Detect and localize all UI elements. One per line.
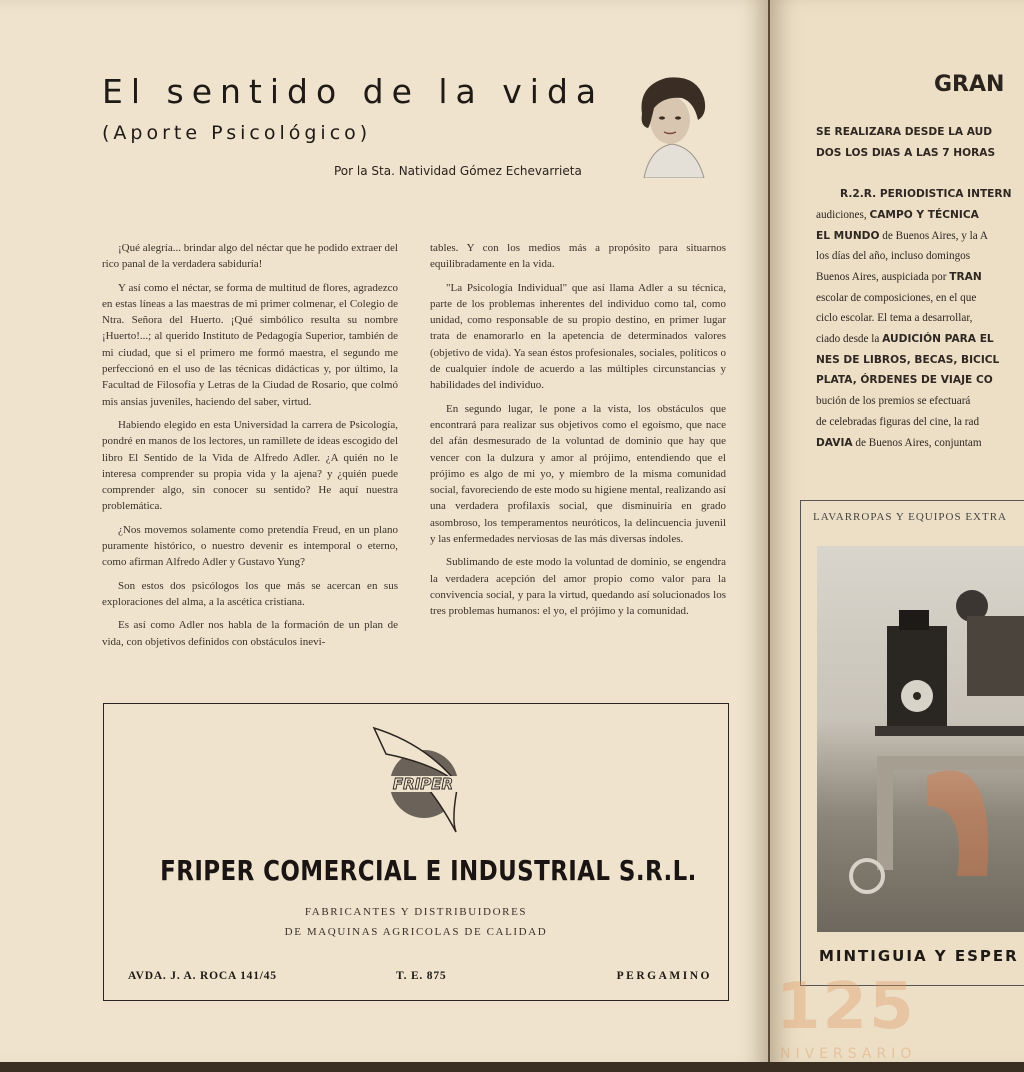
right-text-line: ciclo escolar. El tema a desarrollar, [816,312,973,325]
right-text-line: Buenos Aires, auspiciada por TRAN [816,270,982,283]
paragraph: ¿Nos movemos solamente como pretendía Freud, en un plano puramente histórico, o nuestro devenir es intemporal o eterno, como afirman Alfredo Adler y Gustavo Yung? [102,523,398,569]
logo-text: FRIPER [392,775,454,793]
ad-header: LAVARROPAS Y EQUIPOS EXTRA [813,511,1007,523]
paragraph: tables. Y con los medios más a propósito para situarnos equilibradamente en la vida. [430,242,726,271]
author-portrait [624,68,720,178]
paragraph: Y así como el néctar, se forma de multitud de flores, agradezco en estas líneas a las maestras de mi primer colmenar, el Colegio de Ntra. Señora del Huerto. ¡Qué simbólico resulta su nombre ¡Huerto!...; al querido Instituto de Pedagogía Superior, también de mi ciudad, que si el primero me formó maestra, el segundo me perfeccionó en el uso de las técnicas didácticas y, por último, la Facultad de Filosofía y Letras de la Ciudad de Rosario, que colmó mis ansias juveniles, haciendo del saber, virtud. [102,281,398,408]
right-text-line: ciado desde la AUDICIÓN PARA EL [816,333,994,346]
article-title: El sentido de la vida [102,72,605,111]
right-text-line: escolar de composiciones, en el que [816,291,977,304]
company-tagline-2: DE MAQUINAS AGRICOLAS DE CALIDAD [284,926,548,938]
company-address: AVDA. J. A. ROCA 141/45 [128,970,277,982]
right-page-text [816,122,1024,453]
anniversary-watermark-text: NIVERSARIO [780,1046,917,1062]
paragraph: En segundo lugar, le pone a la vista, los obstáculos que encontrará para realizar sus objetivos como el egoísmo, que nace del afán desmesurado de la voluntad de dominio que hay que vencer con la dulzura y amor al prójimo, entendiendo que el prójimo es algo de mi yo, y miembro de la misma comunidad social, favoreciendo de este modo su higiene mental, realizando así una verdadera profilaxis social, que disminuiría en grado asombroso, los temperamentos neuróticos, la delincuencia juvenil y las enfermedades nerviosas de las más diversas índoles. [430,402,726,546]
right-text-line: SE REALIZARA DESDE LA AUD [816,126,993,138]
right-text-line: EL MUNDO de Buenos Aires, y la A [816,229,988,242]
page-bottom-edge [0,1062,1024,1072]
friper-advertisement [103,703,729,1001]
article-byline: Por la Sta. Natividad Gómez Echevarrieta [334,164,582,178]
friper-logo-icon [366,724,476,834]
paragraph: ¡Qué alegría... brindar algo del néctar que he podido extraer del rico panal de la verdadera sabiduría! [102,242,398,271]
paragraph: Sublimando de este modo la voluntad de dominio, se engendra la verdadera acepción del amor propio como valor para la convivencia social, y para la virtud, quedando así solucionados los tres problemas humanos: el yo, el prójimo y la comunidad. [430,556,726,618]
anniversary-watermark-number: 125 [776,970,916,1044]
article-column-1 [102,240,398,657]
company-tagline-1: FABRICANTES Y DISTRIBUIDORES [304,906,528,918]
company-phone: T. E. 875 [396,970,447,982]
paragraph: Es así como Adler nos habla de la formación de un plan de vida, con objetivos definidos con obstáculos inevi- [102,619,398,648]
right-page-title: GRAN [934,72,1005,97]
paragraph: "La Psicología Individual" que así llama Adler a su técnica, parte de los problemas inherentes del individuo como tal, como unidad, como responsable de su propio destino, en primer lugar trata de enamorarlo en la apetencia de determinados valores (objetivo de vida). Ya sean éstos profesionales, sociales, políticos o de cualquier índole de acuerdo a las múltiples circunstancias y habilidades del individuo. [430,281,726,392]
right-text-line: los días del año, incluso domingos [816,250,971,263]
article-subtitle: (Aporte Psicológico) [102,122,372,144]
right-text-line: R.2.R. PERIODISTICA INTERN [840,188,1012,201]
paragraph: Habiendo elegido en esta Universidad la carrera de Psicología, pondré en manos de los lectores, un ramillete de ideas escogido del libro El Sentido de la Vida de Alfredo Adler. ¿A quién no le interesa comprender su propia vida y la ajena? y ¿quién puede comprender algo, sin conocer su sentido? He aquí nuestra problemática. [102,418,398,513]
right-text-line: bución de los premios se efectuará [816,395,971,408]
company-name: FRIPER COMERCIAL E INDUSTRIAL S.R.L. [160,854,697,887]
right-text-line: DOS LOS DIAS A LAS 7 HORAS [816,146,996,159]
lavarropas-advertisement [800,500,1024,986]
right-text-line [816,163,1024,184]
right-text-line: de celebradas figuras del cine, la rad [816,415,980,428]
company-city: PERGAMINO [616,970,712,982]
right-text-line: PLATA, ÓRDENES DE VIAJE CO [816,374,993,387]
right-text-line: audiciones, CAMPO Y TÉCNICA [816,208,979,221]
article-column-2 [430,240,726,627]
ad-footer: MINTIGUIA Y ESPER [819,947,1019,965]
machinery-photo [817,546,1024,932]
paragraph: Son estos dos psicólogos los que más se acercan en sus exploraciones del alma, a la ascética cristiana. [102,579,398,608]
right-text-line: DAVIA de Buenos Aires, conjuntam [816,436,982,449]
right-text-line: NES DE LIBROS, BECAS, BICICL [816,353,1000,366]
right-page [770,0,1024,1068]
